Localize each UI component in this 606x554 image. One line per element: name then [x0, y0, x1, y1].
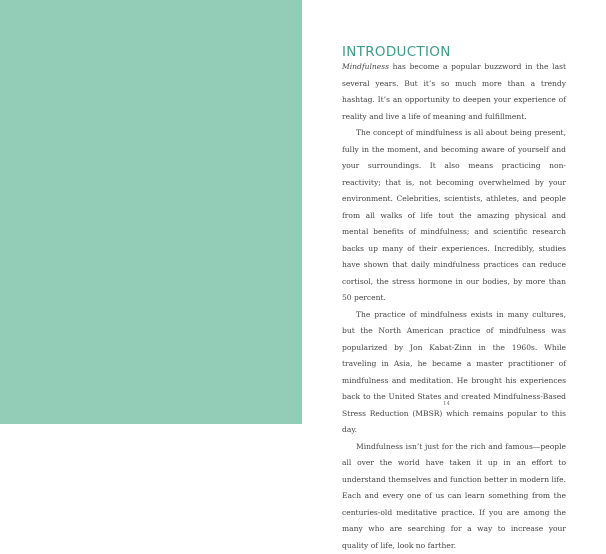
lead-italic-word: Mindfulness — [342, 62, 389, 71]
paragraph-1-text: has become a popular buzzword in the last several years. But it’s so much more than a trendy hashtag. It’s an opportunity to deepen your experience of reality and live a life of meaning and fulfillment. — [342, 62, 566, 121]
paragraph-1 — [342, 59, 566, 125]
paragraph-3: The practice of mindfulness exists in many cultures, but the North American practice of mindfulness was popularized by Jon Kabat-Zinn in the 1960s. While traveling in Asia, he became a master practitioner of mindfulness and meditation. He brought his experiences back to the United States and created Mindfulness-Based Stress Reduction (MBSR) which remains popular to this day. — [342, 307, 566, 439]
chapter-heading: INTRODUCTION — [342, 44, 451, 60]
left-page-color-panel — [0, 0, 302, 424]
body-text — [342, 59, 566, 554]
right-page — [302, 0, 606, 424]
paragraph-4: Mindfulness isn’t just for the rich and famous—people all over the world have taken it up in an effort to understand themselves and function better in modern life. Each and every one of us can learn something from the centuries-old meditative practice. If you are among the many who are searching for a way to increase your quality of life, look no farther. — [342, 439, 566, 554]
page-number: 14 — [443, 400, 450, 408]
paragraph-2: The concept of mindfulness is all about being present, fully in the moment, and becoming aware of yourself and your surroundings. It also means practicing non-reactivity; that is, not becoming overwhelmed by your environment. Celebrities, scientists, athletes, and people from all walks of life tout the amazing physical and mental benefits of mindfulness; and scientific research backs up many of their experiences. Incredibly, studies have shown that daily mindfulness practices can reduce cortisol, the stress hormone in our bodies, by more than 50 percent. — [342, 125, 566, 307]
